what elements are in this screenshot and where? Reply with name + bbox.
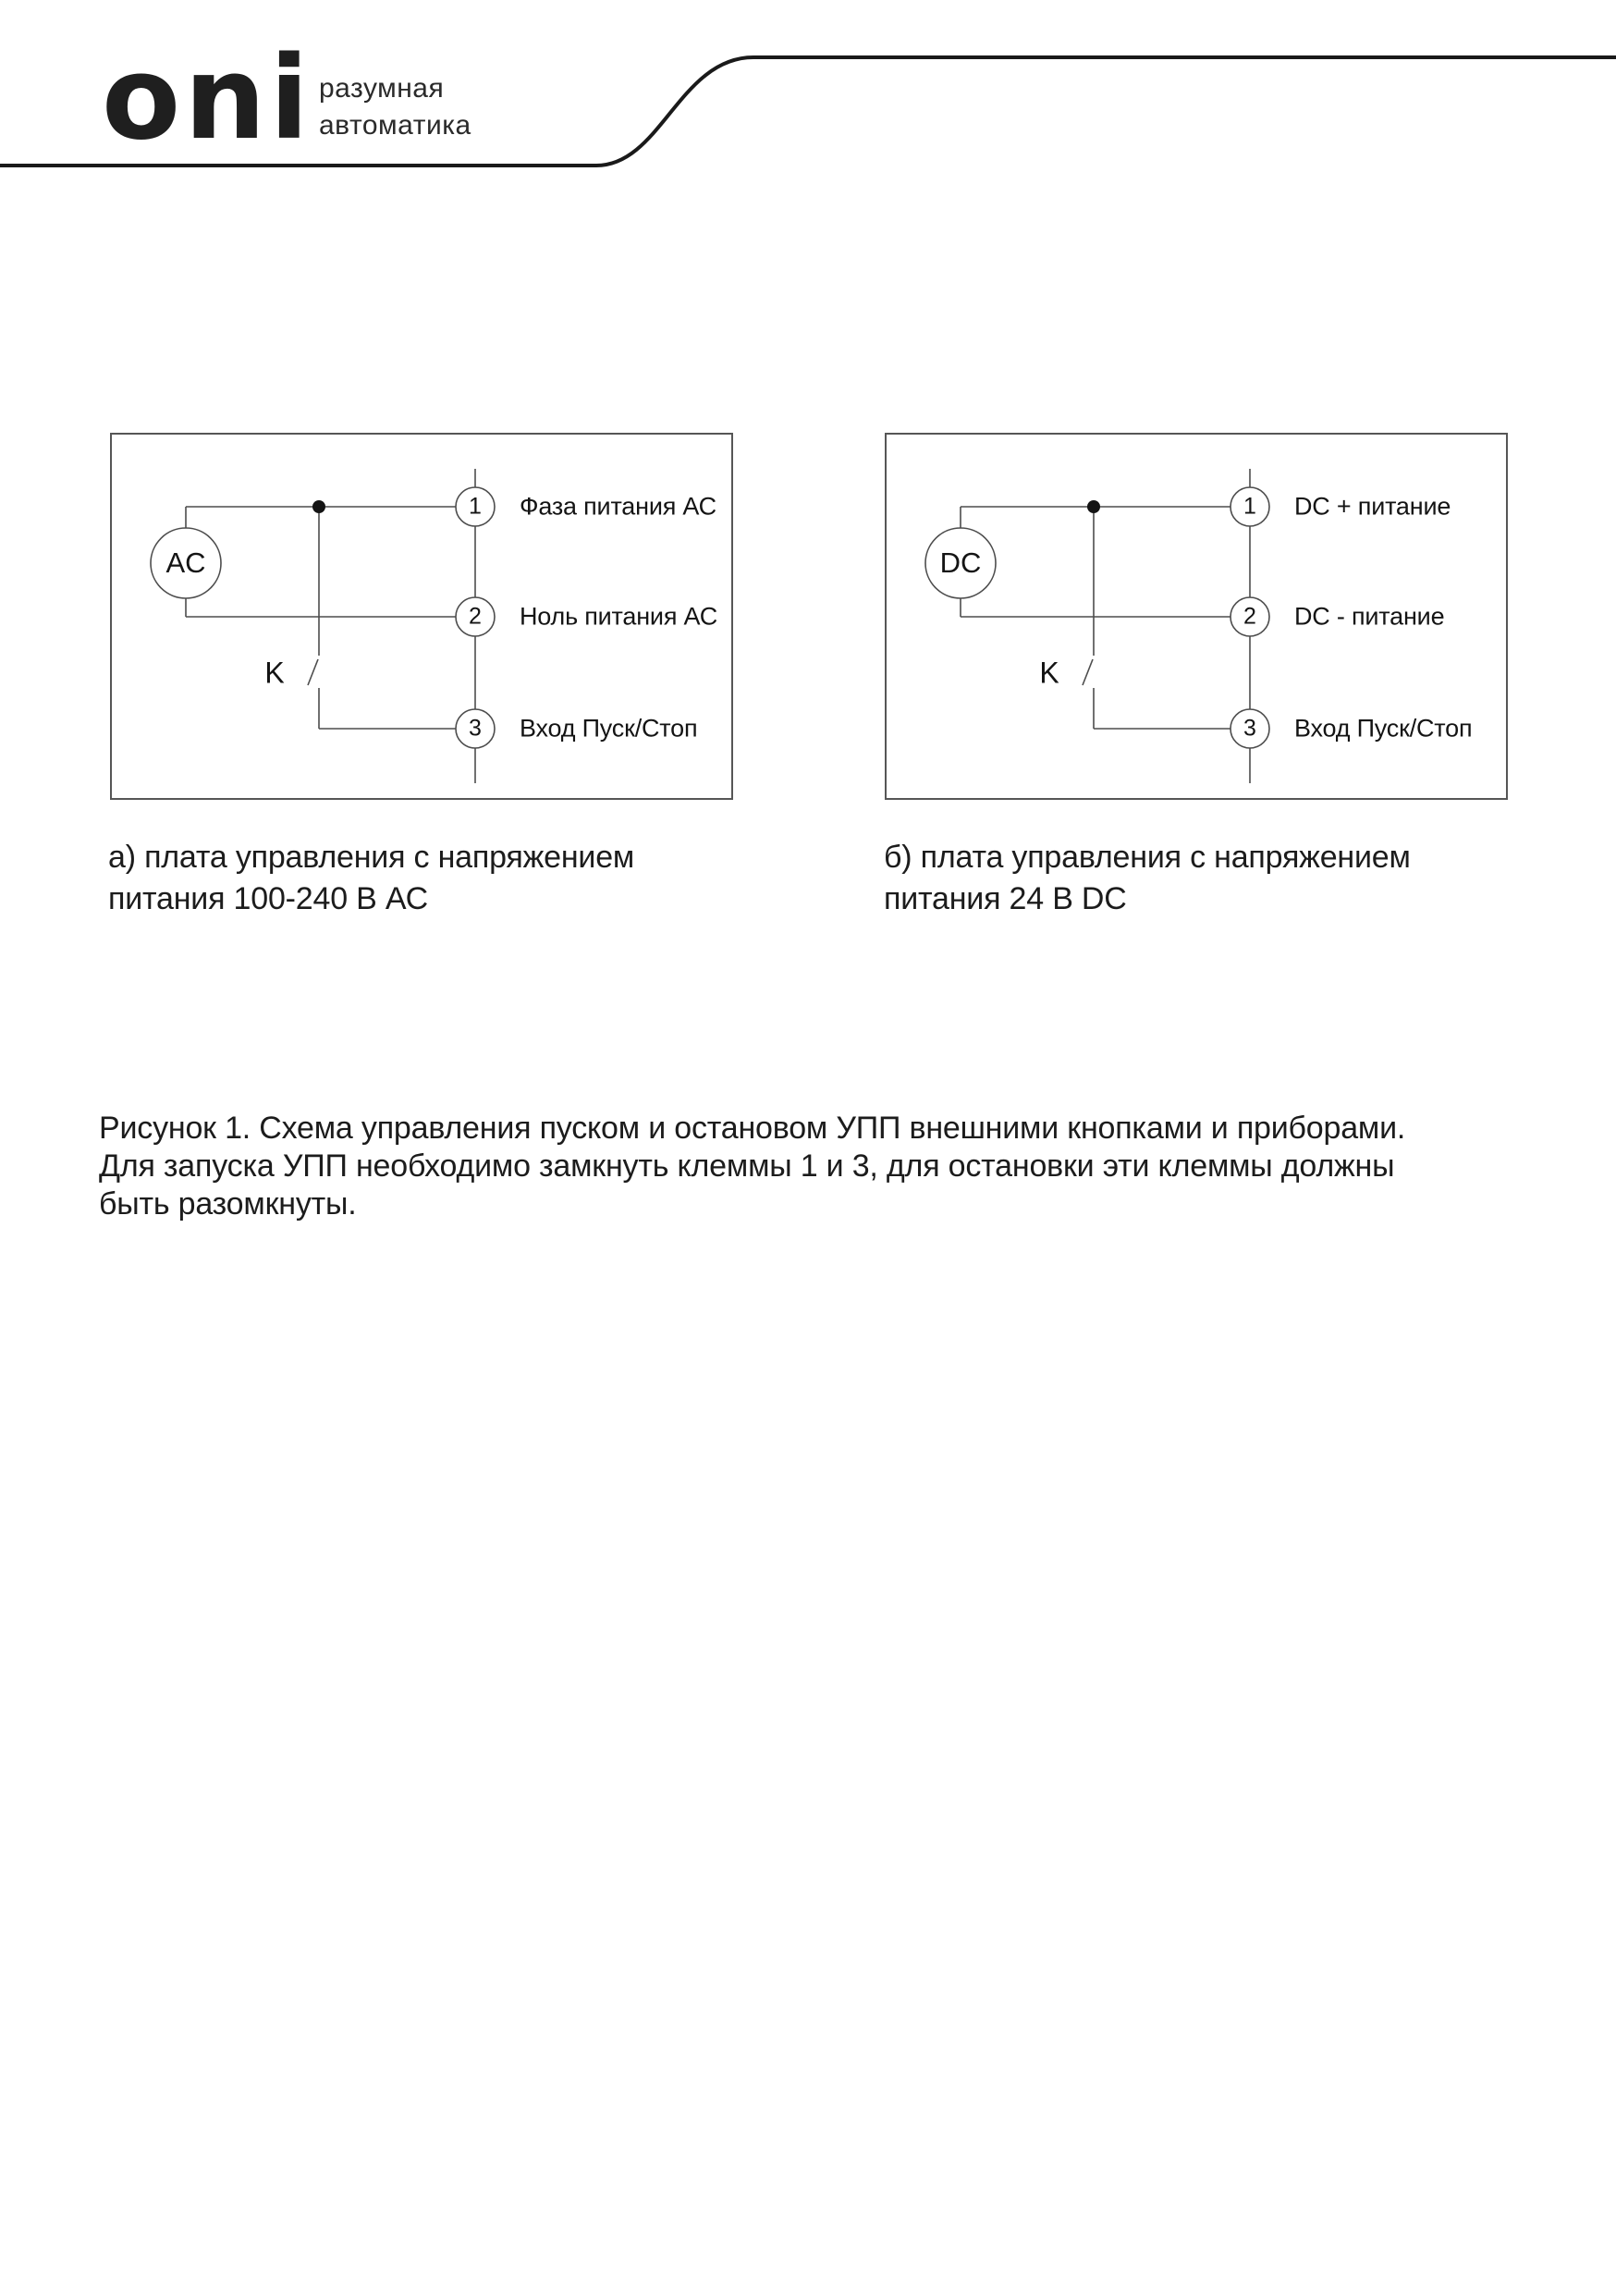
switch-blade xyxy=(1083,659,1093,685)
terminal-number-3: 3 xyxy=(469,715,482,742)
caption-b-line-2: питания 24 В DC xyxy=(884,881,1127,916)
figure-description xyxy=(99,1110,1405,1223)
caption-a-line-2: питания 100-240 В АС xyxy=(108,881,428,916)
terminal-number-2: 2 xyxy=(469,603,482,630)
figure-text-line-3: быть разомкнуты. xyxy=(99,1186,357,1222)
switch-blade xyxy=(308,659,318,685)
terminal-label-2: Ноль питания АС xyxy=(520,602,718,631)
caption-a xyxy=(108,837,634,920)
logo: oni xyxy=(102,32,312,166)
tagline-line-1: разумная xyxy=(319,73,445,104)
figure-text-line-2: Для запуска УПП необходимо замкнуть клеммы 1 и 3, для остановки эти клеммы должны xyxy=(99,1148,1395,1184)
terminal-number-1: 1 xyxy=(1243,493,1256,520)
caption-a-line-1: а) плата управления с напряжением xyxy=(108,840,635,875)
terminal-number-2: 2 xyxy=(1243,603,1256,630)
source-label-ac: AC xyxy=(165,546,206,579)
switch-label: K xyxy=(1039,656,1059,690)
tagline-line-2: автоматика xyxy=(319,110,471,141)
junction-dot xyxy=(1087,500,1100,513)
terminal-label-1: Фаза питания АС xyxy=(520,492,716,521)
junction-dot xyxy=(312,500,325,513)
logo-tagline xyxy=(319,70,471,144)
figure-text-line-1: Рисунок 1. Схема управления пуском и остановом УПП внешними кнопками и приборами. xyxy=(99,1111,1406,1146)
terminal-label-3: Вход Пуск/Стоп xyxy=(1294,714,1473,743)
diagram-dc xyxy=(885,433,1508,800)
diagram-ac xyxy=(110,433,733,800)
terminal-number-1: 1 xyxy=(469,493,482,520)
switch-label: K xyxy=(264,656,285,690)
caption-b xyxy=(884,837,1411,920)
terminal-label-2: DC - питание xyxy=(1294,602,1445,631)
source-label-dc: DC xyxy=(939,546,982,579)
terminal-label-1: DC + питание xyxy=(1294,492,1451,521)
caption-b-line-1: б) плата управления с напряжением xyxy=(884,840,1411,875)
terminal-number-3: 3 xyxy=(1243,715,1256,742)
terminal-label-3: Вход Пуск/Стоп xyxy=(520,714,698,743)
